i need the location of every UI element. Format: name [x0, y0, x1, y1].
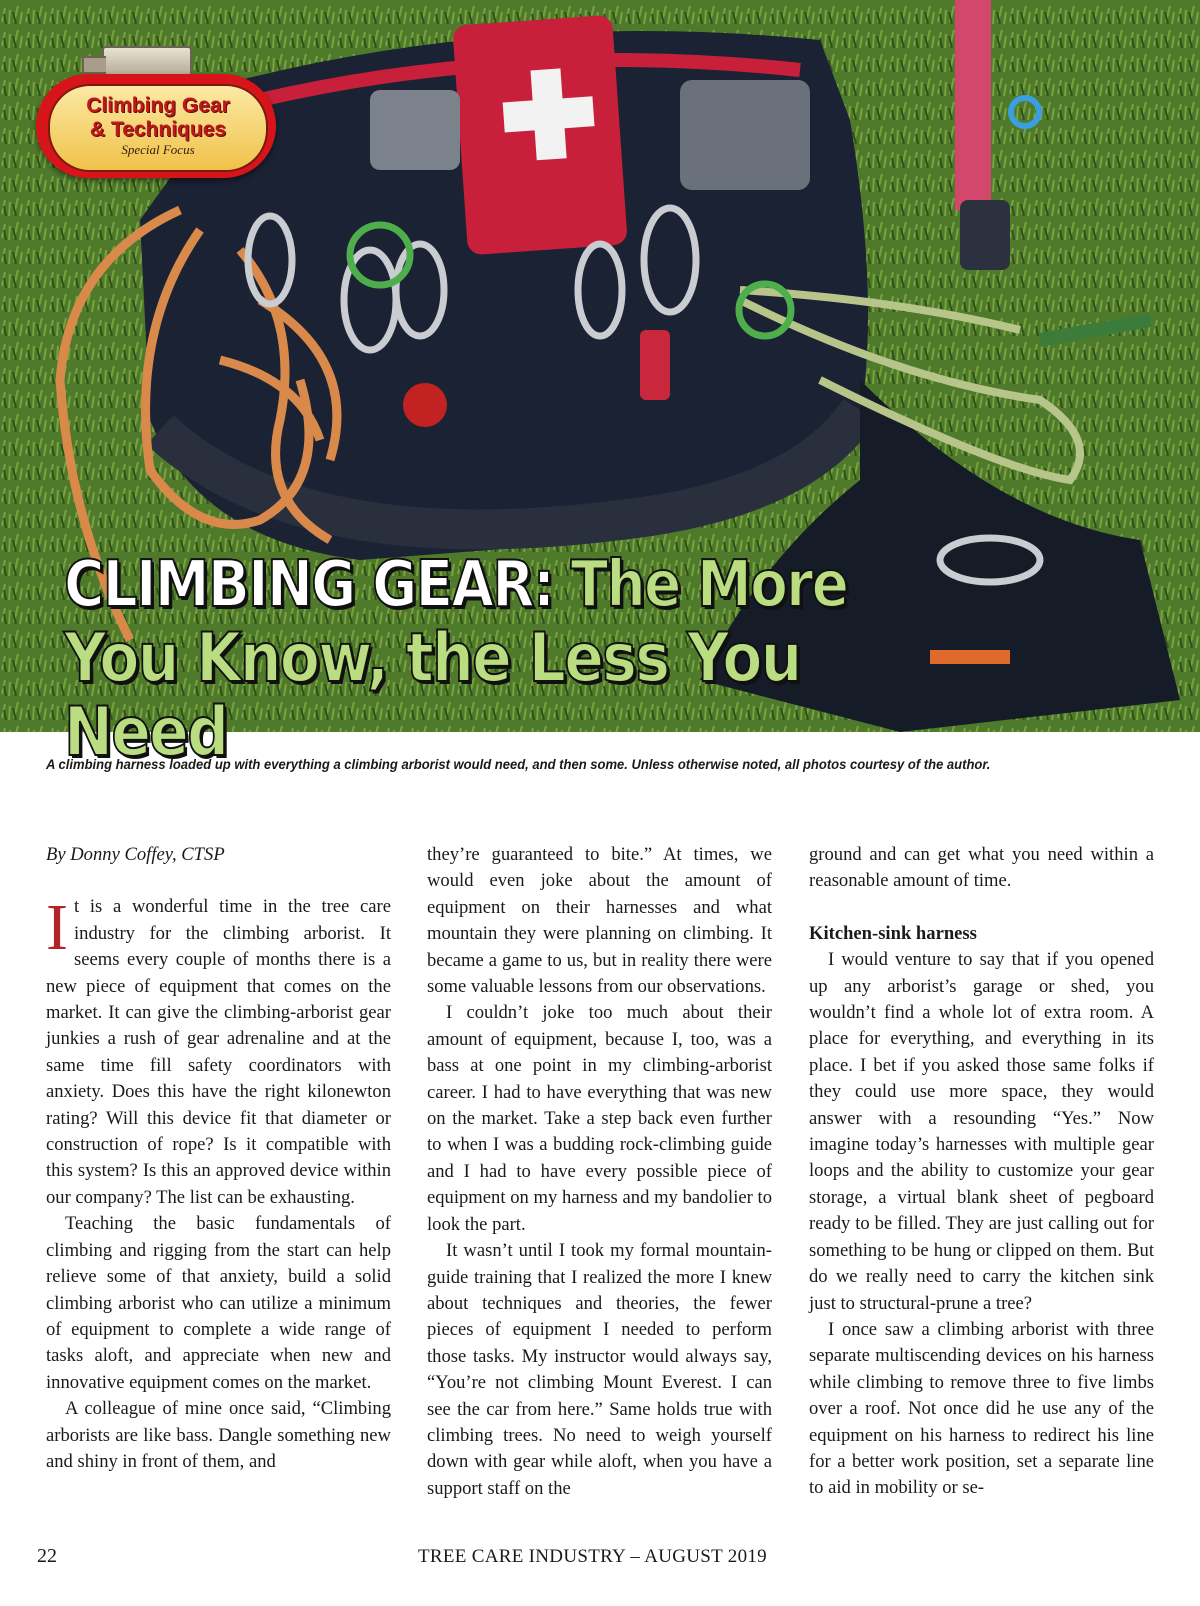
paragraph: I would venture to say that if you opened up any arborist’s garage or shed, you wouldn’t find a whole lot of extra room. A place for everything, and everything in its place. I bet if you asked those same folks if they could use more space, they would answer with a resounding “Yes.” Now imagine today’s harnesses with multiple gear loops and the ability to customize your gear storage, a virtual blank sheet of pegboard ready to be filled. They are just calling out for something to be hung or clipped on them. But do we really need to carry the kitchen sink just to structural-prune a tree?	[809, 949, 1154, 1314]
headline-line2: You Know, the Less You Need	[64, 619, 801, 772]
badge-plate	[36, 74, 276, 178]
byline: By Donny Coffey, CTSP	[46, 844, 225, 865]
headline-part2: The More	[553, 548, 848, 622]
article-headline	[64, 548, 924, 770]
drop-cap: I	[46, 891, 68, 965]
section-subhead: Kitchen-sink harness	[809, 922, 977, 944]
paragraph: Teaching the basic fundamentals of climbing and rigging from the start can help relieve some of that anxiety, build a solid climbing arborist who can utilize a minimum of equipment to complete a wide range of tasks aloft, and appreciate when new and innovative equipment comes on the market.	[46, 1213, 391, 1393]
page-number: 22	[37, 1545, 57, 1567]
badge-inner	[48, 84, 268, 172]
paragraph: A colleague of mine once said, “Climbing arborists are like bass. Dangle something new and shiny in front of them, and	[46, 1398, 391, 1472]
paragraph: I couldn’t joke too much about their amount of equipment, because I, too, was a bass at one point in my climbing-arborist career. I had to have everything that was new on the market. Take a step back even further to when I was a budding rock-climbing guide and I had to have every possible piece of equipment on my harness and my bandolier to look the part.	[427, 1002, 772, 1235]
column-1	[46, 842, 391, 1475]
column-3	[809, 842, 1154, 1502]
paragraph: I once saw a climbing arborist with three separate multiscending devices on his harness while climbing to remove three to five limbs over a roof. Not once did he use any of the equipment on his harness to redirect his line for a better work position, set a separate line to aid in mobility or se-	[809, 1318, 1154, 1499]
paragraph: It wasn’t until I took my formal mountain-guide training that I realized the more I knew about techniques and theories, the fewer pieces of equipment I needed to perform those tasks. My instructor would always say, “You’re not climbing Mount Everest. I can see the car from here.” Same holds true with climbing trees. No need to weigh yourself down with gear while aloft, when you have a support staff on the	[427, 1240, 772, 1499]
headline-part1: CLIMBING GEAR:	[64, 548, 554, 622]
column-2	[427, 842, 772, 1502]
paragraph: ground and can get what you need within a reasonable amount of time.	[809, 844, 1154, 892]
running-footer: TREE CARE INDUSTRY – AUGUST 2019	[418, 1546, 767, 1567]
paragraph: they’re guaranteed to bite.” At times, we would even joke about the amount of equipment on their harnesses and what mountain they were planning on climbing. It became a game to us, but in reality there were some valuable lessons from our observations.	[427, 844, 772, 998]
badge-subtitle: Special Focus	[121, 142, 195, 157]
lead-paragraph-text: t is a wonderful time in the tree care industry for the climbing arborist. It seems every couple of months there is a new piece of equipment that comes on the market. It can give the climbing-arborist gear junkies a rush of gear adrenaline and at the same time fill safety coordinators with anxiety. Does this have the right kilonewton rating? Will this device fit that diameter or construction of rope? Is it compatible with this system? Is this an approved device within our company? The list can be exhausting.	[46, 896, 391, 1208]
photo-caption: A climbing harness loaded up with everything a climbing arborist would need, and then some. Unless otherwise noted, all photos courtesy of the author.	[46, 756, 991, 772]
badge-title: Climbing Gear & Techniques	[86, 94, 230, 141]
lead-paragraph	[46, 891, 391, 1211]
special-focus-badge	[36, 42, 276, 178]
